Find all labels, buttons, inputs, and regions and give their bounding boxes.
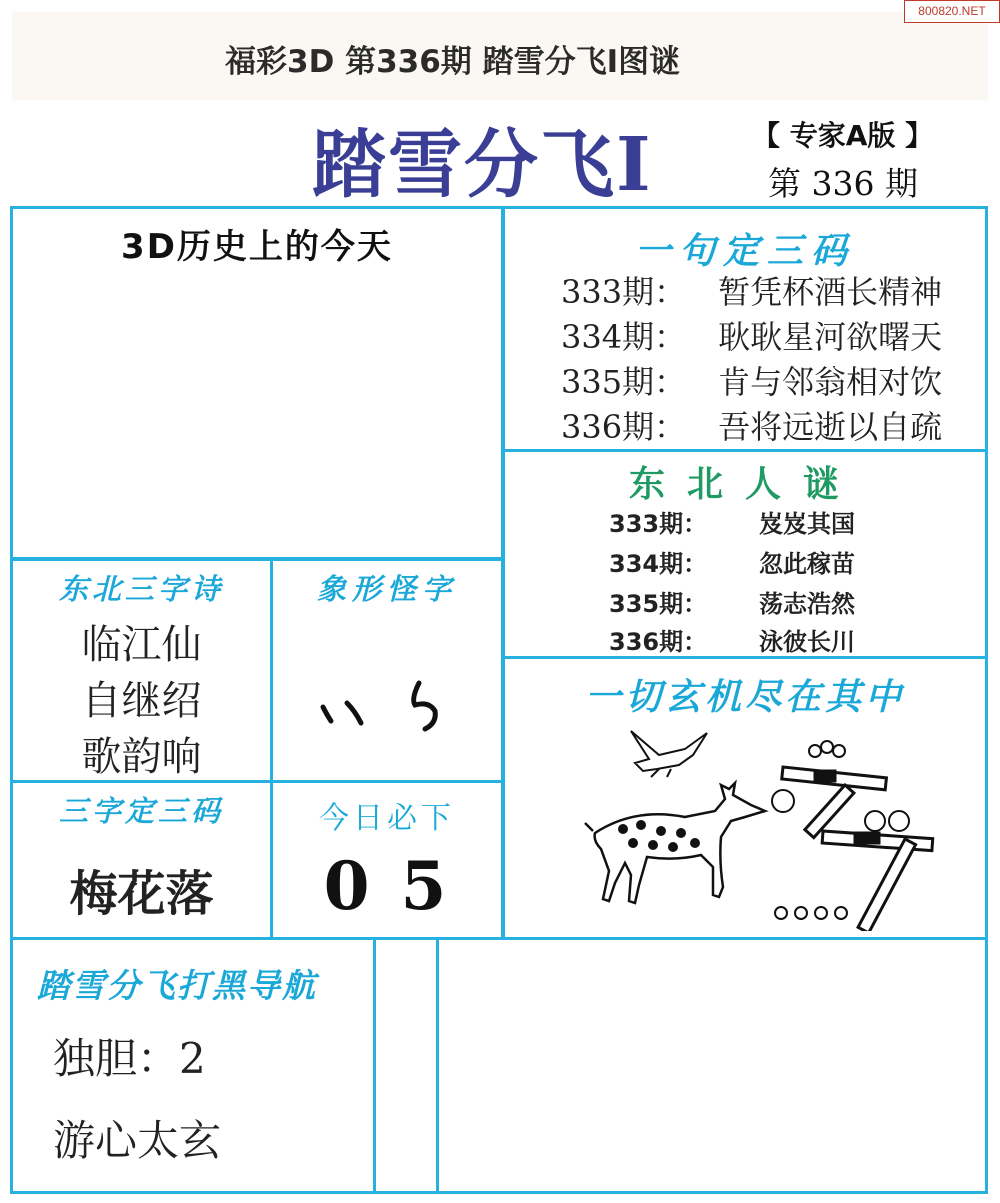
- pictograph-panel: [270, 558, 504, 783]
- poem-line: 自继绍: [81, 678, 202, 724]
- empty-narrow-panel: [373, 937, 439, 1194]
- navigation-phrase: 游心太玄: [53, 1116, 222, 1165]
- main-title: 踏雪分飞I: [312, 122, 653, 208]
- site-watermark: 800820.NET: [904, 0, 1000, 23]
- northeast-riddle-heading: 东北人谜: [628, 463, 861, 505]
- today-heading: 今日必下: [319, 801, 455, 836]
- poem-line: 歌韵响: [81, 734, 202, 780]
- list-item: [609, 544, 855, 579]
- mystery-panel: [502, 656, 988, 940]
- period-label: 336期：: [609, 628, 708, 656]
- period-label: 333期：: [561, 273, 687, 311]
- period-label: 336期：: [561, 408, 687, 446]
- three-char-poem-panel: [10, 558, 273, 783]
- period-label: 334期：: [609, 550, 708, 578]
- issue-number: 第 336 期: [768, 164, 918, 203]
- one-sentence-panel: [502, 206, 988, 452]
- today-value: 0 5: [323, 847, 451, 925]
- poem-line: 临江仙: [81, 622, 202, 668]
- three-char-code-heading: 三字定三码: [58, 794, 224, 828]
- chain-figure: [782, 767, 933, 931]
- single-label: 独胆：2: [53, 1034, 206, 1083]
- period-label: 335期：: [561, 363, 687, 401]
- period-label: 334期：: [561, 318, 687, 356]
- mystery-heading: 一切玄机尽在其中: [584, 676, 905, 718]
- riddle-text: 吾将远逝以自疏: [718, 408, 943, 446]
- period-label: 333期：: [609, 510, 708, 538]
- list-item: [609, 622, 855, 657]
- header-title: 福彩3D 第336期 踏雪分飞I图谜: [225, 44, 681, 80]
- riddle-text: 暂凭杯酒长精神: [718, 273, 943, 311]
- three-char-code-panel: [10, 780, 273, 940]
- edition-label: 【 专家A版 】: [752, 119, 934, 152]
- riddle-text: 肯与邻翁相对饮: [718, 363, 943, 401]
- riddle-text: 耿耿星河欲曙天: [718, 318, 943, 356]
- list-item: [561, 312, 942, 358]
- today-panel: [270, 780, 504, 940]
- navigation-heading: 踏雪分飞打黑导航: [37, 966, 317, 1005]
- list-item: [561, 267, 942, 313]
- pictograph-glyph: [303, 671, 473, 741]
- list-item: [609, 584, 855, 619]
- list-item: [561, 357, 942, 403]
- riddle-text: 岌岌其国: [759, 510, 855, 538]
- riddle-text: 忽此稼苗: [759, 550, 855, 578]
- pictograph-heading: 象形怪字: [316, 572, 457, 606]
- history-heading: 3D历史上的今天: [121, 227, 393, 267]
- period-label: 335期：: [609, 590, 708, 618]
- one-sentence-heading: 一句定三码: [634, 230, 855, 272]
- list-item: [561, 402, 942, 448]
- riddle-text: 泳彼长川: [759, 628, 855, 656]
- three-char-poem-heading: 东北三字诗: [58, 572, 224, 606]
- empty-wide-panel: [436, 937, 988, 1194]
- three-char-code-value: 梅花落: [69, 866, 214, 922]
- list-item: [609, 504, 855, 539]
- history-panel: [10, 206, 504, 560]
- northeast-riddle-panel: [502, 449, 988, 659]
- navigation-panel: [10, 937, 376, 1194]
- mystery-illustration: [575, 725, 955, 931]
- riddle-text: 荡志浩然: [759, 590, 855, 618]
- bird-icon: [631, 731, 707, 777]
